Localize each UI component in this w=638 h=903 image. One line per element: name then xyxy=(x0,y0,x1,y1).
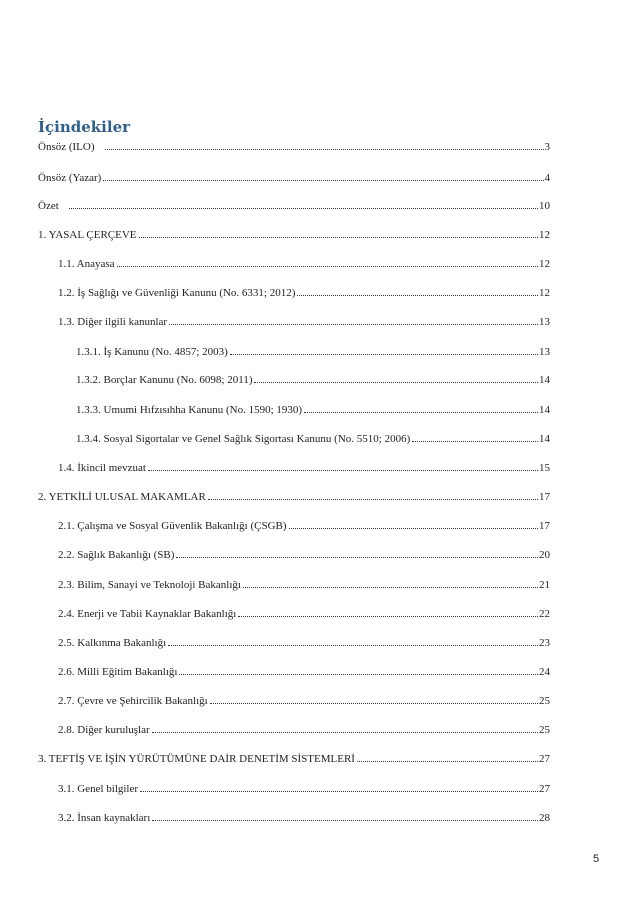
toc-entry[interactable] xyxy=(38,752,550,766)
dot-leader xyxy=(117,266,538,267)
toc-entry[interactable] xyxy=(38,140,550,154)
dot-leader xyxy=(152,820,538,821)
toc-entry[interactable] xyxy=(38,171,550,185)
toc-entry[interactable] xyxy=(38,199,550,213)
toc-entry[interactable] xyxy=(58,315,550,329)
dot-leader xyxy=(304,412,538,413)
toc-entry-label: 3. TEFTİŞ VE İŞİN YÜRÜTÜMÜNE DAİR DENETİM SİSTEMLERİ xyxy=(38,753,355,765)
dot-leader xyxy=(230,354,538,355)
toc-entry-page: 14 xyxy=(539,433,550,445)
toc-entry-label: 1.1. Anayasa xyxy=(58,258,115,270)
toc-entry-page: 25 xyxy=(539,695,550,707)
dot-leader xyxy=(254,382,538,383)
toc-entry[interactable] xyxy=(38,228,550,242)
dot-leader xyxy=(297,295,538,296)
dot-leader xyxy=(176,557,538,558)
toc-entry-page: 20 xyxy=(539,549,550,561)
toc-entry[interactable] xyxy=(58,811,550,825)
toc-entry[interactable] xyxy=(38,490,550,504)
toc-entry-page: 21 xyxy=(539,579,550,591)
dot-leader xyxy=(168,645,538,646)
dot-leader xyxy=(152,732,538,733)
toc-entry[interactable] xyxy=(58,723,550,737)
toc-entry-page: 14 xyxy=(539,374,550,386)
toc-entry-label: 1.2. İş Sağlığı ve Güvenliği Kanunu (No. 6331; 2012) xyxy=(58,287,296,299)
dot-leader xyxy=(289,528,538,529)
toc-entry[interactable] xyxy=(76,345,550,359)
toc-entry[interactable] xyxy=(58,607,550,621)
dot-leader xyxy=(69,208,538,209)
dot-leader xyxy=(103,180,543,181)
toc-entry[interactable] xyxy=(58,578,550,592)
toc-entry-page: 14 xyxy=(539,404,550,416)
toc-entry-page: 17 xyxy=(539,491,550,503)
toc-entry[interactable] xyxy=(76,432,550,446)
toc-entry-label: 3.1. Genel bilgiler xyxy=(58,783,139,795)
toc-entry-page: 27 xyxy=(539,783,550,795)
toc-entry-page: 23 xyxy=(539,637,550,649)
toc-entry-label: 2.5. Kalkınma Bakanlığı xyxy=(58,637,167,649)
toc-entry[interactable] xyxy=(58,461,550,475)
toc-entry[interactable] xyxy=(58,782,550,796)
dot-leader xyxy=(208,499,538,500)
toc-entry[interactable] xyxy=(58,548,550,562)
toc-entry-page: 22 xyxy=(539,608,550,620)
toc-entry-page: 15 xyxy=(539,462,550,474)
toc-entry[interactable] xyxy=(76,373,550,387)
toc-entry-page: 12 xyxy=(539,258,550,270)
toc-entry-page: 4 xyxy=(544,172,550,184)
toc-entry-label: 1.3.1. İş Kanunu (No. 4857; 2003) xyxy=(76,346,228,358)
dot-leader xyxy=(238,616,538,617)
dot-leader xyxy=(139,237,539,238)
toc-entry-label: Önsöz (Yazar) xyxy=(38,172,102,184)
dot-leader xyxy=(412,441,538,442)
toc-entry-page: 13 xyxy=(539,346,550,358)
toc-entry-label: 2.6. Milli Eğitim Bakanlığı xyxy=(58,666,178,678)
toc-entry-page: 24 xyxy=(539,666,550,678)
toc-entry-label: Önsöz (ILO) xyxy=(38,141,95,153)
toc-entry-label: 2. YETKİLİ ULUSAL MAKAMLAR xyxy=(38,491,206,503)
toc-entry-label: 2.7. Çevre ve Şehircilik Bakanlığı xyxy=(58,695,208,707)
toc-entry-page: 27 xyxy=(539,753,550,765)
toc-entry-page: 17 xyxy=(539,520,550,532)
toc-entry-label: 2.8. Diğer kuruluşlar xyxy=(58,724,150,736)
toc-entry[interactable] xyxy=(58,636,550,650)
toc-entry-label: Özet xyxy=(38,200,59,212)
toc-entry-label: 1.3.4. Sosyal Sigortalar ve Genel Sağlık Sigortası Kanunu (No. 5510; 2006) xyxy=(76,433,411,445)
toc-entry-label: 2.3. Bilim, Sanayi ve Teknoloji Bakanlığı xyxy=(58,579,241,591)
dot-leader xyxy=(105,149,544,150)
dot-leader xyxy=(243,587,538,588)
toc-entry[interactable] xyxy=(58,257,550,271)
toc-entry[interactable] xyxy=(58,665,550,679)
toc-entry-label: 1.3. Diğer ilgili kanunlar xyxy=(58,316,168,328)
toc-entry[interactable] xyxy=(58,519,550,533)
toc-entry-label: 1.3.3. Umumi Hıfzısıhha Kanunu (No. 1590; 1930) xyxy=(76,404,303,416)
toc-entry-page: 12 xyxy=(539,287,550,299)
toc-title: İçindekiler xyxy=(38,118,131,136)
dot-leader xyxy=(148,470,538,471)
toc-entry[interactable] xyxy=(76,403,550,417)
toc-entry-label: 1.3.2. Borçlar Kanunu (No. 6098; 2011) xyxy=(76,374,253,386)
toc-entry[interactable] xyxy=(58,286,550,300)
toc-entry-label: 2.2. Sağlık Bakanlığı (SB) xyxy=(58,549,175,561)
toc-entry[interactable] xyxy=(58,694,550,708)
page-number: 5 xyxy=(593,853,600,865)
toc-entry-page: 25 xyxy=(539,724,550,736)
dot-leader xyxy=(210,703,538,704)
toc-entry-page: 10 xyxy=(539,200,550,212)
toc-entry-page: 12 xyxy=(539,229,550,241)
toc-entry-label: 1. YASAL ÇERÇEVE xyxy=(38,229,137,241)
toc-entry-label: 2.1. Çalışma ve Sosyal Güvenlik Bakanlığı (ÇSGB) xyxy=(58,520,287,532)
toc-entry-page: 13 xyxy=(539,316,550,328)
toc-entry-page: 3 xyxy=(544,141,550,153)
dot-leader xyxy=(140,791,538,792)
dot-leader xyxy=(357,761,538,762)
toc-entry-label: 3.2. İnsan kaynakları xyxy=(58,812,151,824)
dot-leader xyxy=(169,324,538,325)
toc-entry-page: 28 xyxy=(539,812,550,824)
toc-entry-label: 1.4. İkincil mevzuat xyxy=(58,462,146,474)
dot-leader xyxy=(179,674,538,675)
toc-entry-label: 2.4. Enerji ve Tabii Kaynaklar Bakanlığı xyxy=(58,608,237,620)
